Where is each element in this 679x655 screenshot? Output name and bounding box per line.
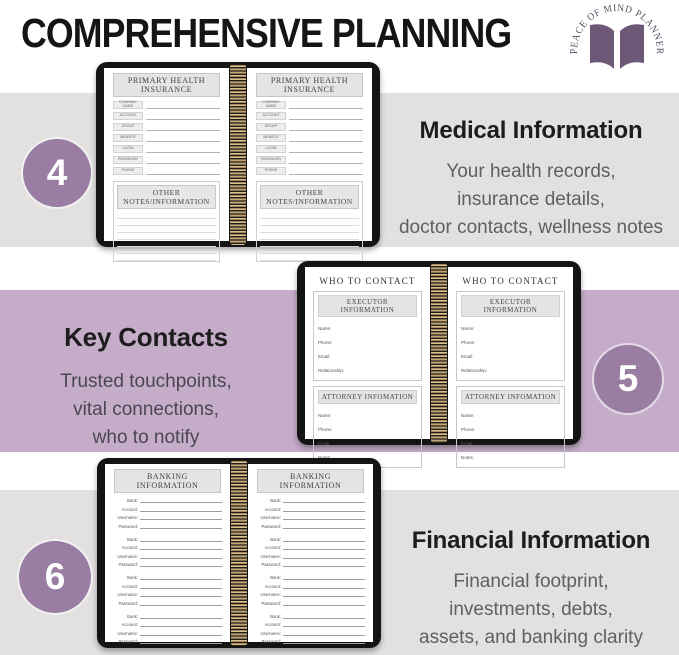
contact-box-header: EXECUTOR INFORMATION — [461, 295, 560, 317]
field-row — [256, 639, 365, 644]
field-row — [461, 368, 560, 373]
field-row — [318, 413, 417, 418]
field-label: Password: — [261, 600, 281, 606]
contact-box — [313, 291, 422, 381]
notes-header: OTHER NOTES/INFORMATION — [117, 185, 216, 209]
field-label: Bank: — [127, 536, 138, 542]
field-row — [318, 441, 417, 446]
field-label: Username: — [260, 630, 281, 636]
financial-section-text — [385, 527, 677, 652]
field-row — [113, 631, 222, 636]
step-number: 5 — [617, 358, 639, 399]
step-badge-5 — [594, 345, 662, 413]
field-row — [461, 340, 560, 345]
field-list — [256, 101, 363, 178]
field-row — [256, 156, 363, 164]
field-label: Name: — [318, 326, 332, 331]
field-row — [256, 123, 363, 131]
field-label: PASSWORD — [256, 156, 286, 164]
field-line — [289, 167, 363, 175]
field-row — [113, 515, 222, 520]
field-line — [289, 101, 363, 109]
field-label: PHONE — [256, 167, 286, 175]
section-heading: Key Contacts — [64, 322, 228, 352]
field-label: Account: — [121, 506, 138, 512]
field-label: Account: — [264, 506, 281, 512]
field-row — [256, 167, 363, 175]
field-label: Account: — [121, 583, 138, 589]
field-label: Email: — [461, 441, 474, 446]
field-label: Password: — [261, 639, 281, 644]
field-line — [140, 549, 222, 550]
field-row — [113, 145, 220, 153]
open-book-icon — [590, 24, 644, 69]
field-line — [289, 123, 363, 131]
field-row — [113, 614, 222, 619]
spiral-binding-icon — [230, 64, 246, 245]
field-line — [146, 134, 220, 142]
field-line — [283, 643, 365, 644]
field-row — [113, 601, 222, 606]
bank-group — [113, 537, 222, 568]
field-row — [256, 584, 365, 589]
field-label: Password: — [261, 562, 281, 567]
ruled-line — [260, 240, 359, 247]
field-label: Account: — [264, 583, 281, 589]
field-line — [283, 528, 365, 529]
field-label: WEBSITE — [113, 134, 143, 142]
notebook-key-contacts — [297, 261, 581, 460]
field-row — [113, 562, 222, 567]
field-line — [140, 566, 222, 567]
field-line — [140, 618, 222, 619]
field-row — [113, 112, 220, 120]
field-label: Relationship: — [318, 368, 345, 373]
ruled-line — [260, 247, 359, 254]
field-line — [283, 635, 365, 636]
section-description-line: investments, debts, — [449, 599, 613, 620]
field-row — [318, 340, 417, 345]
field-label: COMPANY NAME — [256, 101, 286, 109]
field-row — [256, 601, 365, 606]
notes-section — [113, 181, 220, 262]
field-line — [289, 134, 363, 142]
field-label: Password: — [118, 562, 138, 567]
field-row — [461, 455, 560, 460]
field-row — [113, 639, 222, 644]
field-row — [113, 123, 220, 131]
page-title: PRIMARY HEALTH INSURANCE — [113, 73, 220, 97]
ruled-line — [260, 254, 359, 261]
field-label: Password: — [118, 523, 138, 529]
field-label: Relationship: — [461, 368, 488, 373]
field-label: Bank: — [270, 498, 281, 503]
notebook-health-insurance — [96, 62, 380, 247]
ruled-line — [260, 233, 359, 240]
field-row — [318, 368, 417, 373]
field-row — [256, 562, 365, 567]
field-line — [289, 156, 363, 164]
field-label: Username: — [117, 553, 138, 559]
field-line — [140, 626, 222, 627]
contacts-section-text — [0, 322, 292, 452]
field-line — [283, 618, 365, 619]
field-line — [283, 566, 365, 567]
field-label: WEBSITE — [256, 134, 286, 142]
notes-header: OTHER NOTES/INFORMATION — [260, 185, 359, 209]
field-line — [283, 558, 365, 559]
ruled-line — [117, 254, 216, 261]
notebook-page-left — [105, 464, 230, 642]
field-row — [256, 575, 365, 580]
field-line — [283, 605, 365, 606]
contact-box-header: ATTORNEY INFOMATION — [461, 390, 560, 404]
field-label: LOGIN — [113, 145, 143, 153]
field-row — [256, 614, 365, 619]
field-line — [283, 596, 365, 597]
notebook-page-right — [248, 464, 373, 642]
field-label: Username: — [117, 592, 138, 597]
section-description-line: assets, and banking clarity — [419, 627, 643, 648]
field-label: GROUP — [113, 123, 143, 131]
field-row — [256, 145, 363, 153]
field-label: Bank: — [270, 613, 281, 619]
ruled-line — [117, 212, 216, 219]
ruled-line — [260, 212, 359, 219]
field-line — [289, 112, 363, 120]
field-label: Bank: — [127, 498, 138, 503]
field-label: Account: — [264, 545, 281, 550]
logo-arc-text: PEACE OF MIND PLANNER — [568, 2, 666, 56]
page-title: COMPREHENSIVE PLANNING — [21, 10, 512, 56]
contact-box — [313, 386, 422, 468]
field-row — [461, 427, 560, 432]
notebook-page-right — [247, 68, 372, 241]
field-label: Bank: — [270, 536, 281, 542]
ruled-line — [117, 226, 216, 233]
notebook-page-right — [448, 267, 573, 460]
field-row — [113, 554, 222, 559]
section-description-line: doctor contacts, wellness notes — [398, 217, 664, 238]
field-row — [113, 537, 222, 542]
field-label: Bank: — [270, 575, 281, 580]
field-line — [283, 511, 365, 512]
section-description-line: Trusted touchpoints, — [60, 371, 232, 392]
field-row — [318, 427, 417, 432]
field-label: Phone: — [318, 427, 333, 432]
field-line — [283, 579, 365, 580]
field-line — [146, 112, 220, 120]
field-line — [146, 167, 220, 175]
ruled-line — [260, 226, 359, 233]
field-label: Password: — [261, 523, 281, 529]
bank-group — [256, 537, 365, 568]
field-row — [113, 134, 220, 142]
field-label: Username: — [117, 515, 138, 520]
field-line — [140, 579, 222, 580]
field-row — [113, 524, 222, 529]
field-line — [283, 549, 365, 550]
field-line — [140, 596, 222, 597]
page-title: WHO TO CONTACT — [319, 276, 416, 286]
bank-group — [256, 575, 365, 606]
section-description-line: Your health records, — [446, 161, 616, 182]
page-title: BANKING INFORMATION — [257, 469, 364, 493]
field-row — [461, 413, 560, 418]
field-label: Email: — [318, 441, 331, 446]
field-label: Account: — [264, 622, 281, 627]
field-label: GROUP — [256, 123, 286, 131]
field-label: Phone: — [318, 340, 333, 345]
contact-box — [456, 291, 565, 381]
field-label: Name: — [318, 413, 332, 418]
field-label: Username: — [260, 553, 281, 559]
contact-box-header: ATTORNEY INFOMATION — [318, 390, 417, 404]
bank-groups — [113, 498, 222, 652]
field-label: LOGIN — [256, 145, 286, 153]
field-label: Name: — [461, 326, 475, 331]
field-row — [256, 524, 365, 529]
field-row — [256, 631, 365, 636]
field-row — [256, 592, 365, 597]
field-label: Username: — [117, 630, 138, 636]
field-label: Bank: — [127, 613, 138, 619]
section-heading: Medical Information — [419, 117, 643, 144]
field-label: Email: — [318, 354, 331, 359]
field-label: Name: — [461, 413, 475, 418]
step-badge-6 — [19, 541, 91, 613]
field-row — [461, 441, 560, 446]
bank-group — [113, 498, 222, 529]
field-line — [283, 588, 365, 589]
field-line — [283, 519, 365, 520]
field-line — [140, 588, 222, 589]
ruled-line — [260, 219, 359, 226]
field-label: Phone: — [461, 427, 476, 432]
field-line — [140, 541, 222, 542]
field-line — [140, 635, 222, 636]
field-line — [146, 123, 220, 131]
page-title: WHO TO CONTACT — [462, 276, 559, 286]
field-label: Username: — [260, 592, 281, 597]
field-label: Account: — [121, 545, 138, 550]
field-row — [256, 112, 363, 120]
field-line — [146, 145, 220, 153]
field-row — [256, 622, 365, 627]
field-label: Email: — [461, 354, 474, 359]
ruled-line — [117, 219, 216, 226]
spiral-binding-icon — [231, 460, 247, 646]
field-line — [140, 558, 222, 559]
field-row — [256, 537, 365, 542]
field-line — [283, 541, 365, 542]
notebook-banking-information — [97, 458, 381, 648]
field-row — [461, 326, 560, 331]
field-label: ACCOUNT — [113, 112, 143, 120]
notebook-page-left — [305, 267, 430, 446]
field-row — [113, 622, 222, 627]
bank-group — [113, 575, 222, 606]
field-row — [113, 592, 222, 597]
bank-group — [113, 614, 222, 645]
step-number: 6 — [44, 556, 66, 597]
field-label: Password: — [118, 600, 138, 606]
page-title: PRIMARY HEALTH INSURANCE — [256, 73, 363, 97]
section-description-line: Financial footprint, — [453, 571, 609, 592]
field-line — [140, 643, 222, 644]
section-heading: Financial Information — [411, 527, 651, 554]
field-label: Notes: — [461, 455, 475, 460]
field-label: Phone: — [461, 340, 476, 345]
field-row — [113, 575, 222, 580]
field-label: COMPANY NAME — [113, 101, 143, 109]
field-row — [256, 554, 365, 559]
field-row — [113, 101, 220, 109]
field-label: ACCOUNT — [256, 112, 286, 120]
section-description-line: insurance details, — [457, 189, 605, 210]
field-line — [140, 519, 222, 520]
bank-groups — [256, 498, 365, 652]
bank-group — [256, 614, 365, 645]
field-row — [113, 498, 222, 503]
field-list — [113, 101, 220, 178]
ruled-line — [117, 233, 216, 240]
ruled-line — [117, 240, 216, 247]
field-line — [146, 101, 220, 109]
field-row — [256, 515, 365, 520]
field-row — [256, 101, 363, 109]
ruled-line — [117, 247, 216, 254]
field-row — [318, 354, 417, 359]
field-row — [318, 326, 417, 331]
field-row — [113, 545, 222, 550]
bank-group — [256, 498, 365, 529]
section-description-line: vital connections, — [73, 399, 219, 420]
field-row — [113, 584, 222, 589]
contact-box-header: EXECUTOR INFORMATION — [318, 295, 417, 317]
contact-box — [456, 386, 565, 468]
field-row — [461, 354, 560, 359]
field-line — [146, 156, 220, 164]
field-label: Bank: — [127, 575, 138, 580]
step-number: 4 — [46, 152, 68, 193]
field-line — [140, 511, 222, 512]
field-line — [140, 605, 222, 606]
field-row — [256, 134, 363, 142]
notebook-page-left — [104, 68, 229, 241]
field-line — [140, 502, 222, 503]
field-row — [256, 507, 365, 512]
field-row — [256, 498, 365, 503]
field-line — [283, 502, 365, 503]
page-title: BANKING INFORMATION — [114, 469, 221, 493]
field-row — [113, 507, 222, 512]
field-row — [113, 156, 220, 164]
field-line — [289, 145, 363, 153]
medical-section-text — [385, 117, 677, 242]
spiral-binding-icon — [431, 263, 447, 443]
step-badge-4 — [23, 139, 91, 207]
section-description-line: who to notify — [92, 427, 200, 448]
notes-section — [256, 181, 363, 262]
field-row — [113, 167, 220, 175]
field-line — [140, 528, 222, 529]
field-label: PHONE — [113, 167, 143, 175]
field-label: PASSWORD — [113, 156, 143, 164]
field-label: Password: — [118, 639, 138, 644]
field-label: Username: — [260, 515, 281, 520]
field-label: Account: — [121, 622, 138, 627]
field-line — [283, 626, 365, 627]
field-row — [256, 545, 365, 550]
brand-logo — [560, 1, 674, 79]
